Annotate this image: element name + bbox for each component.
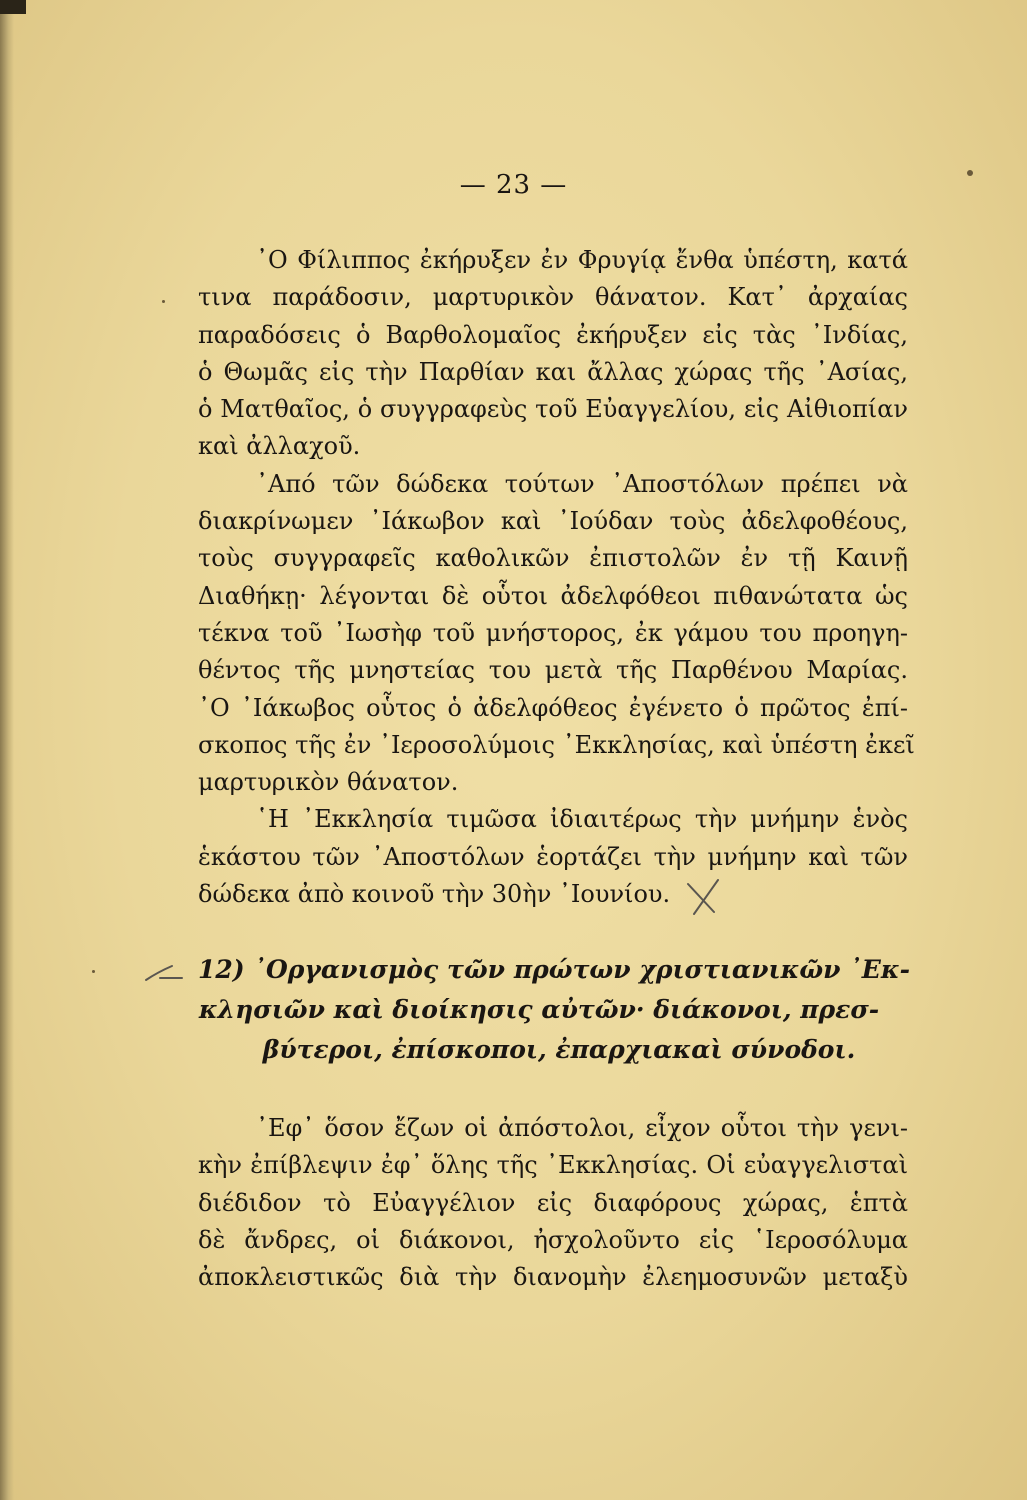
spine-corner: [0, 0, 26, 14]
text-line: δὲ ἄνδρες, οἱ διάκονοι, ἠσχολοῦντο εἰς ῾Ιεροσόλυμα: [198, 1225, 908, 1254]
paper-speck: [162, 300, 165, 303]
body-text-bottom: [198, 1110, 908, 1296]
text-line: παραδόσεις ὁ Βαρθολομαῖος ἐκήρυξεν εἰς τὰς ᾿Ινδίας,: [198, 320, 908, 349]
text-line: κὴν ἐπίβλεψιν ἐφ᾿ ὅλης τῆς ᾿Εκκλησίας. Οἱ εὐαγγελισταὶ: [198, 1151, 908, 1180]
paper-speck: [92, 970, 95, 973]
text-line: σκοπος τῆς ἐν ᾿Ιεροσολύμοις ᾿Εκκλησίας, καὶ ὑπέστη ἐκεῖ: [198, 730, 915, 759]
text-line: ᾿Από τῶν δώδεκα τούτων ᾿Αποστόλων πρέπει νὰ: [256, 469, 908, 498]
text-line: ἑκάστου τῶν ᾿Αποστόλων ἑορτάζει τὴν μνήμην καὶ τῶν: [198, 842, 908, 871]
text-line: τέκνα τοῦ ᾿Ιωσὴφ τοῦ μνήστορος, ἐκ γάμου του προηγη-: [198, 618, 908, 647]
text-line: Διαθήκῃ· λέγονται δὲ οὗτοι ἀδελφόθεοι πιθανώτατα ὡς: [198, 581, 908, 610]
text-line: καὶ ἀλλαχοῦ.: [198, 432, 361, 461]
heading-text: ᾿Οργανισμὸς τῶν πρώτων χριστιανικῶν ᾿Εκ-: [253, 955, 910, 984]
text-line: ᾿Ο ᾿Ιάκωβος οὗτος ὁ ἀδελφόθεος ἐγένετο ὁ πρῶτος ἐπί-: [198, 693, 908, 722]
book-spine-shadow: [0, 0, 14, 1500]
text-line: διακρίνωμεν ᾿Ιάκωβον καὶ ᾿Ιούδαν τοὺς ἀδελφοθέους,: [198, 507, 908, 536]
heading-line-1: [168, 950, 910, 990]
text-line: δώδεκα ἀπὸ κοινοῦ τὴν 30ὴν ᾿Ιουνίου.: [198, 880, 671, 909]
text-line: ᾿Ο Φίλιππος ἐκήρυξεν ἐν Φρυγίᾳ ἔνθα ὑπέστη, κατά: [256, 246, 908, 274]
text-line: τινα παράδοσιν, μαρτυρικὸν θάνατον. Κατ᾿ ἀρχαίας: [198, 283, 908, 312]
text-line: ἀποκλειστικῶς διὰ τὴν διανομὴν ἐλεημοσυνῶν μεταξὺ: [198, 1263, 908, 1292]
text-line: ὁ Θωμᾶς εἰς τὴν Παρθίαν και ἄλλας χώρας τῆς ᾿Ασίας,: [198, 357, 908, 386]
text-line: ᾿Εφ᾿ ὅσον ἔζων οἱ ἀπόστολοι, εἶχον οὗτοι τὴν γενι-: [256, 1114, 908, 1142]
text-line: μαρτυρικὸν θάνατον.: [198, 768, 459, 797]
text-line: θέντος τῆς μνηστείας του μετὰ τῆς Παρθένου Μαρίας.: [198, 656, 908, 685]
section-number: 12): [198, 955, 245, 984]
heading-line-2: κλησιῶν καὶ διοίκησις αὐτῶν· διάκονοι, πρεσ-: [198, 995, 880, 1024]
page-number: — 23 —: [459, 170, 568, 200]
heading-line-3: βύτεροι, ἐπίσκοποι, ἐπαρχιακαὶ σύνοδοι.: [262, 1035, 856, 1064]
paper-speck: [967, 170, 973, 176]
body-text-top: [198, 242, 915, 913]
pencil-x-mark-icon: [684, 876, 724, 916]
section-heading: [168, 950, 910, 1070]
text-line: διέδιδον τὸ Εὐαγγέλιον εἰς διαφόρους χώρας, ἑπτὰ: [198, 1188, 908, 1217]
text-line: τοὺς συγγραφεῖς καθολικῶν ἐπιστολῶν ἐν τῇ Καινῇ: [198, 544, 908, 573]
text-line: ῾Η ᾿Εκκλησία τιμῶσα ἰδιαιτέρως τὴν μνήμην ἑνὸς: [256, 805, 908, 834]
text-line: ὁ Ματθαῖος, ὁ συγγραφεὺς τοῦ Εὐαγγελίου, εἰς Αἰθιοπίαν: [198, 395, 908, 424]
